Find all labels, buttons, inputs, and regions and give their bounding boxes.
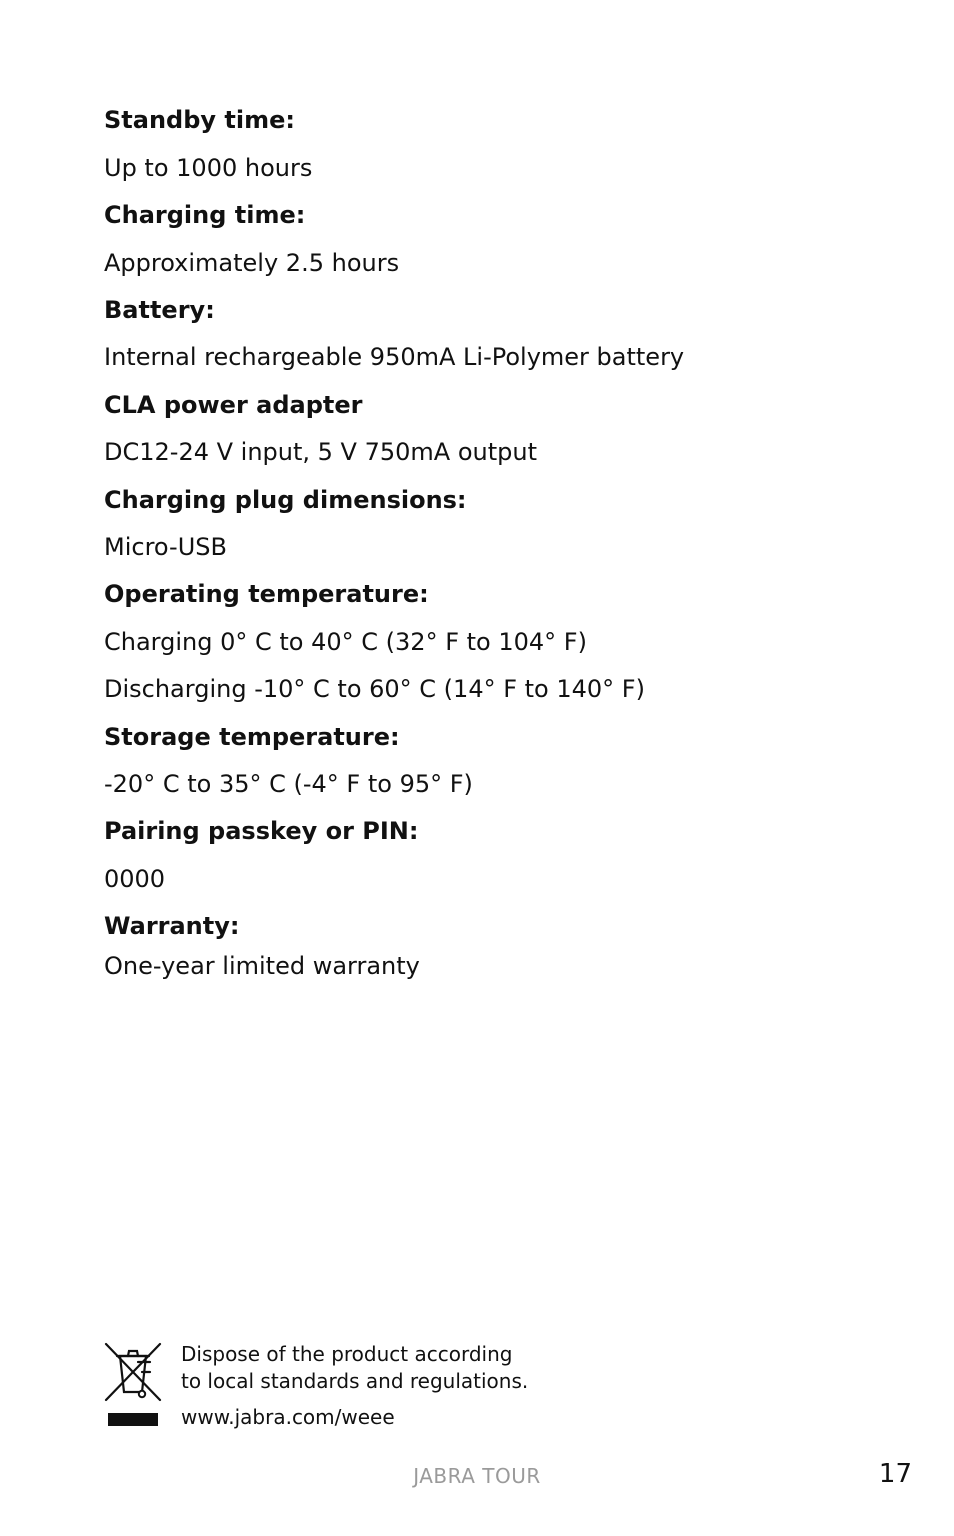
standby-time-label: Standby time: [104,106,295,134]
pairing-passkey-label: Pairing passkey or PIN: [104,817,419,845]
cla-power-adapter-value: DC12-24 V input, 5 V 750mA output [104,438,537,466]
storage-temperature-value: -20° C to 35° C (-4° F to 95° F) [104,770,473,798]
charging-plug-label: Charging plug dimensions: [104,486,467,514]
operating-temperature-label: Operating temperature: [104,580,429,608]
cla-power-adapter-label: CLA power adapter [104,391,363,419]
dispose-text-line2: to local standards and regulations. [181,1369,529,1393]
footer-brand: JABRA TOUR [413,1464,541,1488]
pairing-passkey-value: 0000 [104,865,166,893]
weee-url-link[interactable]: www.jabra.com/weee [181,1405,395,1429]
charging-plug-value: Micro-USB [104,533,227,561]
storage-temperature-label: Storage temperature: [104,723,400,751]
standby-time-value: Up to 1000 hours [104,154,313,182]
page-number: 17 [878,1459,912,1489]
charging-time-label: Charging time: [104,201,306,229]
warranty-label: Warranty: [104,912,240,940]
weee-bar-mark [108,1413,158,1426]
warranty-value: One-year limited warranty [104,952,420,980]
dispose-text-line1: Dispose of the product according [181,1342,513,1366]
operating-temperature-charging: Charging 0° C to 40° C (32° F to 104° F) [104,628,587,656]
battery-label: Battery: [104,296,215,324]
charging-time-value: Approximately 2.5 hours [104,249,400,277]
battery-value: Internal rechargeable 950mA Li-Polymer battery [104,343,685,371]
weee-crossed-bin-icon [104,1342,162,1402]
operating-temperature-discharging: Discharging -10° C to 60° C (14° F to 140° F) [104,675,645,703]
